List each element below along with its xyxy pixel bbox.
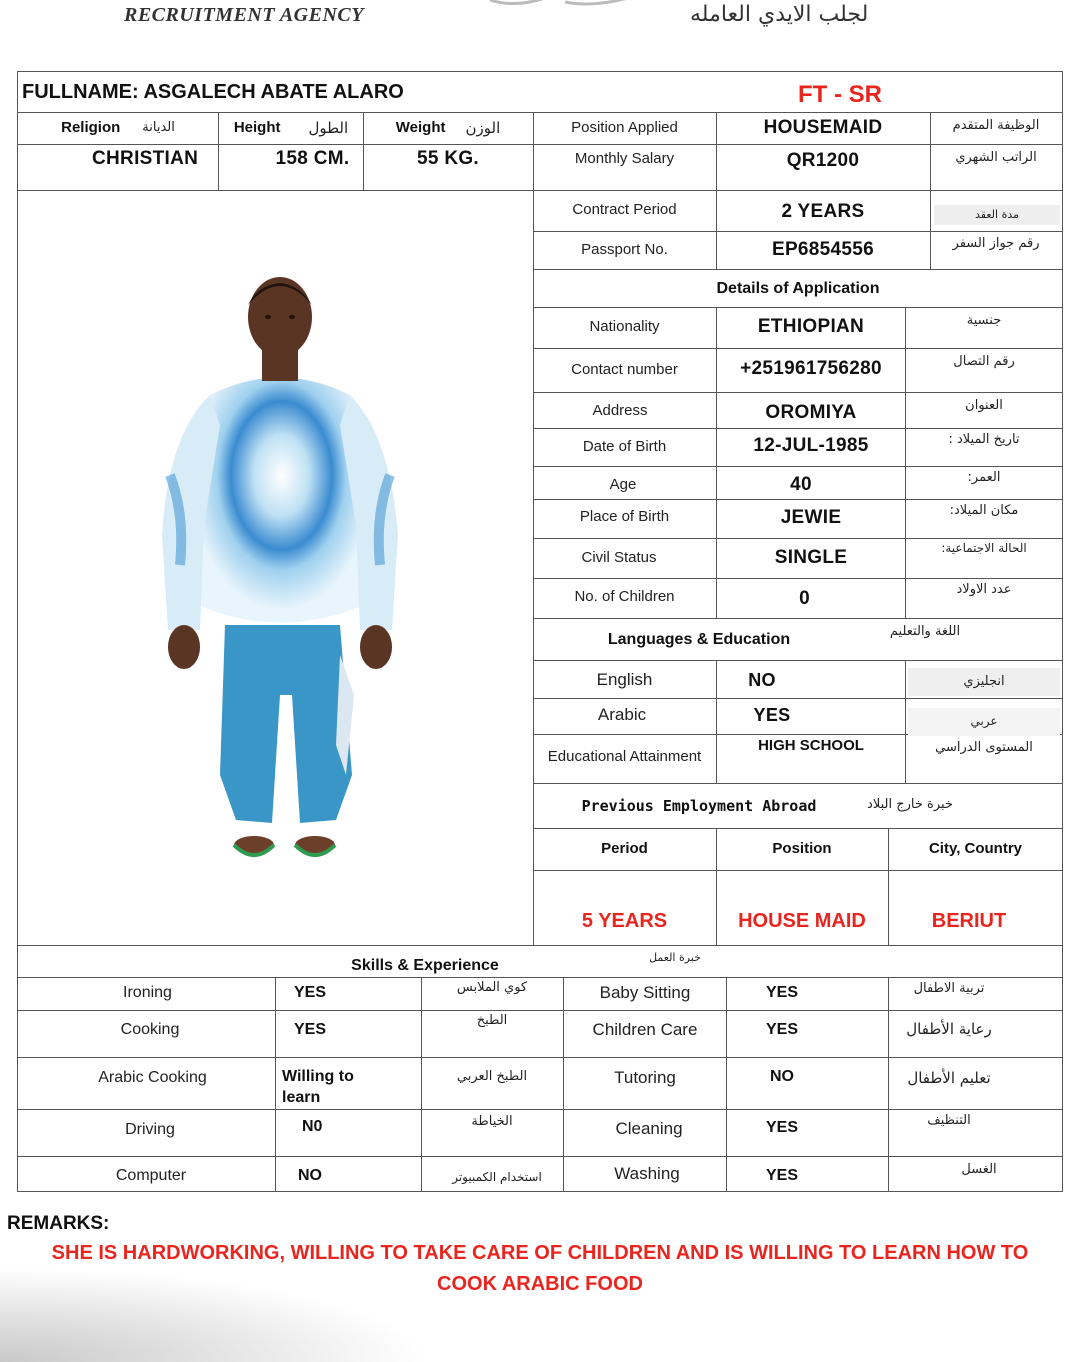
skill-arabic-cooking-ar: الطبخ العربي [456, 1068, 528, 1084]
address-label-ar: العنوان [965, 397, 1003, 413]
skills-title-ar: خبرة العمل [649, 950, 701, 964]
age-value: 40 [790, 473, 812, 495]
contract-label-ar: مدة العقد [934, 205, 1060, 225]
agency-name-en: RECRUITMENT AGENCY [124, 4, 364, 26]
skill-arabic-cooking-value: Willing to learn [282, 1068, 354, 1106]
skill-ironing-value: YES [294, 984, 327, 1002]
skill-babysitting-label: Baby Sitting [599, 982, 691, 1002]
skill-cleaning-value: YES [765, 1119, 798, 1137]
age-label-ar: العمر: [967, 469, 1001, 485]
weight-value: 55 KG. [417, 147, 479, 169]
children-label: No. of Children [574, 587, 675, 605]
position-value: HOUSEMAID [763, 116, 883, 138]
skill-childcare-label: Children Care [592, 1019, 698, 1039]
agency-name-ar: لجلب الايدي العامله [690, 2, 869, 27]
height-label-ar: الطول [308, 118, 349, 137]
position-label: Position Applied [571, 118, 678, 136]
salary-value: QR1200 [786, 149, 860, 171]
religion-label: Religion [61, 118, 121, 136]
height-label: Height [233, 118, 281, 136]
employment-title: Previous Employment Abroad [581, 796, 817, 815]
skill-washing-value: YES [765, 1167, 798, 1185]
children-label-ar: عدد الاولاد [956, 581, 1012, 597]
skill-driving-value: N0 [302, 1118, 323, 1136]
weight-label-ar: الوزن [465, 118, 501, 137]
applicant-photo [140, 275, 420, 885]
skill-driving-ar: الخياطة [471, 1113, 513, 1129]
employment-col-position: Position [772, 839, 832, 857]
skill-tutoring-ar: تعليم الأطفال [907, 1068, 991, 1087]
skill-arabic-cooking-label: Arabic Cooking [98, 1069, 207, 1087]
arabic-label-ar: عربي [908, 708, 1060, 736]
candidate-code: FT - SR [798, 80, 882, 108]
arabic-label: Arabic [597, 704, 647, 724]
children-value: 0 [799, 587, 810, 609]
nationality-label-ar: جنسية [966, 312, 1002, 328]
remarks-text: SHE IS HARDWORKING, WILLING TO TAKE CARE OF CHILDREN AND IS WILLING TO LEARN HOW TO COOK ARABIC FOOD [51, 1242, 1029, 1295]
nationality-label: Nationality [589, 318, 660, 336]
skill-childcare-ar: رعاية الأطفال [906, 1019, 992, 1038]
height-value: 158 CM. [275, 147, 350, 169]
pob-value: JEWIE [780, 506, 842, 528]
arabic-value: YES [753, 705, 791, 726]
skill-tutoring-label: Tutoring [614, 1067, 676, 1087]
employment-col-city: City, Country [928, 839, 1023, 857]
skill-washing-label: Washing [614, 1163, 680, 1183]
skill-computer-value: NO [298, 1167, 322, 1185]
skill-cooking-ar: الطبخ [476, 1012, 508, 1028]
skill-cleaning-ar: التنظيف [927, 1112, 971, 1128]
skill-computer-label: Computer [115, 1167, 187, 1185]
skill-washing-ar: الغسل [961, 1161, 997, 1177]
dob-label: Date of Birth [582, 437, 667, 455]
age-label: Age [609, 475, 637, 493]
remarks-label: REMARKS: [7, 1213, 110, 1234]
passport-value: EP6854556 [771, 238, 874, 260]
skill-computer-ar: استخدام الكمبيوتر [452, 1170, 542, 1185]
address-label: Address [592, 401, 648, 419]
skill-babysitting-value: YES [765, 984, 798, 1002]
skill-cooking-value: YES [294, 1021, 327, 1039]
employment-city-value: BERIUT [931, 910, 1007, 932]
english-label-ar: انجليزي [908, 668, 1060, 696]
skill-ironing-label: Ironing [123, 984, 172, 1002]
contact-label: Contact number [571, 360, 678, 378]
education-label: Educational Attainment [547, 747, 702, 765]
religion-value: CHRISTIAN [92, 147, 199, 169]
dob-value: 12-JUL-1985 [753, 434, 869, 456]
contract-value: 2 YEARS [781, 200, 865, 222]
nationality-value: ETHIOPIAN [757, 316, 865, 338]
page-shadow [0, 1270, 420, 1362]
skill-tutoring-value: NO [770, 1068, 794, 1086]
pob-label-ar: مكان الميلاد: [949, 502, 1019, 518]
dob-label-ar: تاريخ الميلاد : [948, 431, 1020, 447]
skill-babysitting-ar: تربية الاطفال [913, 980, 985, 996]
languages-title: Languages & Education [607, 631, 791, 649]
languages-title-ar: اللغة والتعليم [889, 623, 961, 639]
education-value: HIGH SCHOOL [758, 736, 864, 754]
civil-status-value: SINGLE [774, 546, 848, 568]
employment-position-value: HOUSE MAID [738, 910, 866, 932]
skill-cleaning-label: Cleaning [615, 1118, 683, 1138]
contact-label-ar: رقم التصال [953, 353, 1015, 369]
civil-status-label-ar: الحالة الاجتماعية: [941, 541, 1027, 556]
education-label-ar: المستوى الدراسي [935, 739, 1033, 755]
contact-value: +251961756280 [740, 357, 882, 379]
employment-period-value: 5 YEARS [581, 910, 668, 932]
passport-label-ar: رقم جواز السفر [952, 235, 1040, 251]
applicant-fullname: FULLNAME: ASGALECH ABATE ALARO [22, 81, 404, 103]
contract-label: Contract Period [572, 200, 677, 218]
employment-title-ar: خبرة خارج البلاد [867, 796, 953, 812]
passport-label: Passport No. [581, 240, 668, 258]
pob-label: Place of Birth [579, 507, 670, 525]
agency-logo-fragment [485, 0, 645, 8]
skills-title: Skills & Experience [351, 957, 499, 975]
english-label: English [596, 669, 653, 689]
religion-label-ar: الديانة [142, 119, 175, 135]
skill-driving-label: Driving [125, 1121, 175, 1139]
salary-label: Monthly Salary [574, 149, 675, 167]
address-value: OROMIYA [765, 401, 857, 423]
weight-label: Weight [395, 118, 446, 136]
civil-status-label: Civil Status [581, 548, 657, 566]
skill-childcare-value: YES [765, 1021, 798, 1039]
skill-ironing-ar: كوي الملابس [456, 979, 528, 995]
salary-label-ar: الراتب الشهري [955, 149, 1037, 165]
details-title: Details of Application [716, 279, 880, 297]
employment-col-period: Period [601, 839, 648, 857]
position-label-ar: الوظيفة المتقدم [952, 117, 1040, 133]
english-value: NO [748, 670, 776, 691]
skill-cooking-label: Cooking [120, 1021, 180, 1039]
